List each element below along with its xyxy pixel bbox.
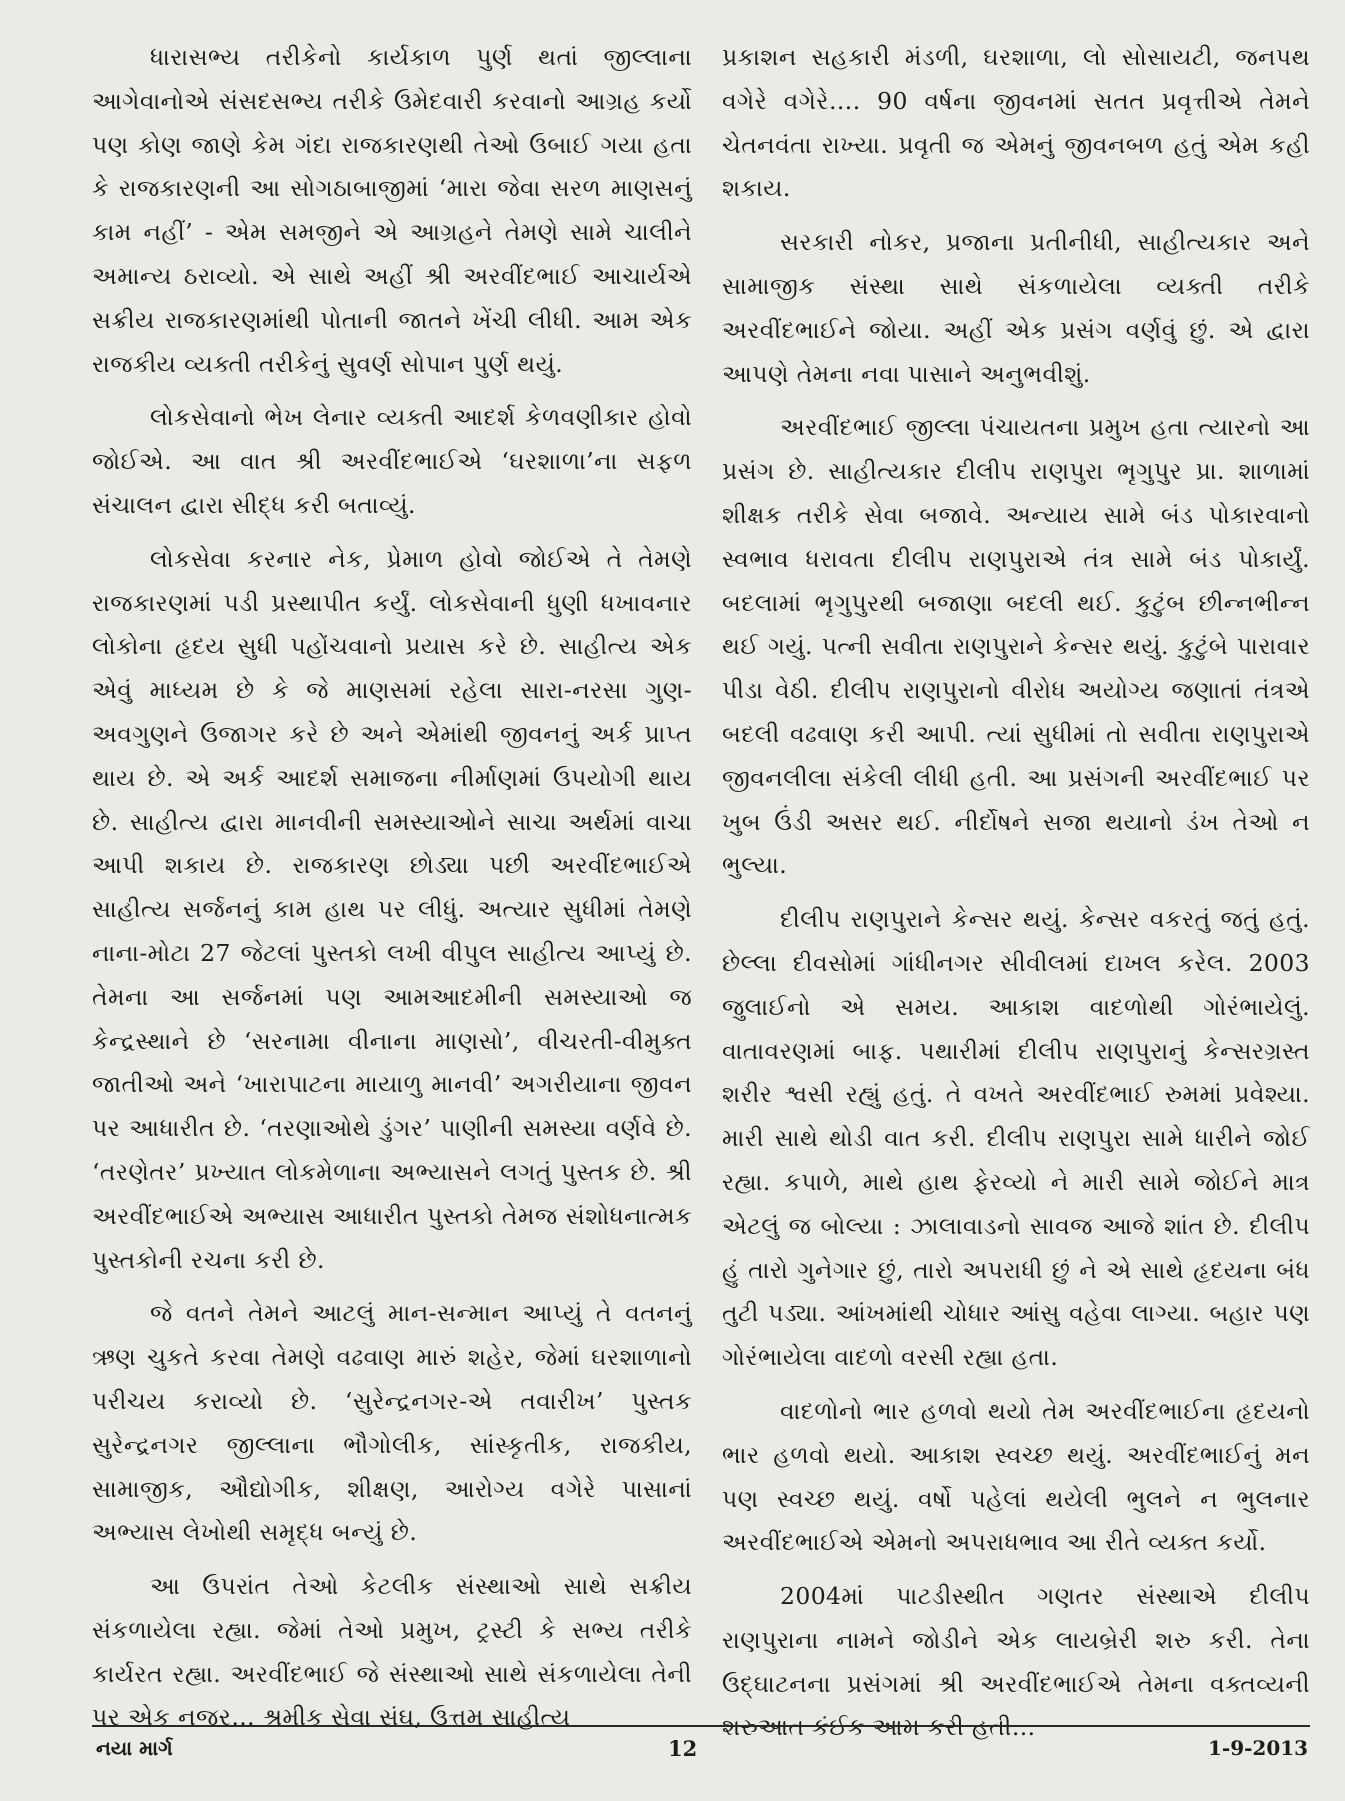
issue-date: 1-9-2013 [1208, 1736, 1309, 1760]
paragraph: પ્રકાશન સહકારી મંડળી, ઘરશાળા, લો સોસાયટી, જનપથ વગેરે વગેરે…. 90 વર્ષના જીવનમાં સતત પ્રવૃત્તીએ તેમને ચેતનવંતા રાખ્યા. પ્રવૃતી જ એમનું જીવનબળ હતું એમ કહી શકાય. [722, 43, 1310, 203]
paragraph: જે વતને તેમને આટલું માન-સન્માન આપ્યું તે વતનનું ઋણ ચુકતે કરવા તેમણે વઢવાણ મારું શહેર, જેમાં ઘરશાળાનો પરીચય કરાવ્યો છે. ‘સુરેન્દ્રનગર-એ તવારીખ’ પુસ્તક સુરેન્દ્રનગર જીલ્લાના ભૌગોલીક, સાંસ્કૃતીક, રાજકીય, સામાજીક, ઔદ્યોગીક, શીક્ષણ, આરોગ્ય વગેરે પાસાનાં અભ્યાસ લેખોથી સમૃદ્ધ બન્યું છે. [92, 1299, 692, 1547]
paragraph: અરવીંદભાઈ જીલ્લા પંચાયતના પ્રમુખ હતા ત્યારનો આ પ્રસંગ છે. સાહીત્યકાર દીલીપ રાણપુરા ભૃગુપુર પ્રા. શાળામાં શીક્ષક તરીકે સેવા બજાવે. અન્યાય સામે બંડ પોકારવાનો સ્વભાવ ધરાવતા દીલીપ રાણપુરાએ તંત્ર સામે બંડ પોકાર્યું. બદલામાં ભૃગુપુરથી બજાણા બદલી થઈ. કુટુંબ છીન્નભીન્ન થઈ ગયું. પત્ની સવીતા રાણપુરાને કેન્સર થયું. કુટુંબે પારાવાર પીડા વેઠી. દીલીપ રાણપુરાનો વીરોધ અયોગ્ય જણાતાં તંત્રએ બદલી વઢવાણ કરી આપી. ત્યાં સુધીમાં તો સવીતા રાણપુરાએ જીવનલીલા સંકેલી લીધી હતી. આ પ્રસંગની અરવીંદભાઈ પર ખુબ ઉંડી અસર થઈ. નીર્દોષને સજા થયાનો ડંખ તેઓ ન ભુલ્યા. [722, 413, 1310, 880]
footer-divider [92, 1725, 1310, 1727]
page-number: 12 [668, 1736, 698, 1761]
publication-name: નયા માર્ગ [96, 1736, 173, 1760]
paragraph: સરકારી નોકર, પ્રજાના પ્રતીનીધી, સાહીત્યકાર અને સામાજીક સંસ્થા સાથે સંકળાયેલા વ્યક્તી તરીકે અરવીંદભાઈને જોયા. અહીં એક પ્રસંગ વર્ણવું છું. એ દ્વારા આપણે તેમના નવા પાસાને અનુભવીશું. [722, 228, 1310, 388]
paragraph: આ ઉપરાંત તેઓ કેટલીક સંસ્થાઓ સાથે સક્રીય સંકળાયેલા રહ્યા. જેમાં તેઓ પ્રમુખ, ટ્રસ્ટી કે સભ્ય તરીકે કાર્યરત રહ્યા. અરવીંદભાઈ જે સંસ્થાઓ સાથે સંકળાયેલા તેની પર એક નજર… શ્રમીક સેવા સંઘ, ઉત્તમ સાહીત્ય [92, 1572, 692, 1732]
right-column [722, 36, 1310, 1760]
paragraph: લોકસેવાનો ભેખ લેનાર વ્યક્તી આદર્શ કેળવણીકાર હોવો જોઈએ. આ વાત શ્રી અરવીંદભાઈએ ‘ઘરશાળા’ના સફળ સંચાલન દ્વારા સીદ્ધ કરી બતાવ્યું. [92, 403, 692, 519]
paragraph: દીલીપ રાણપુરાને કેન્સર થયું. કેન્સર વકરતું જતું હતું. છેલ્લા દીવસોમાં ગાંધીનગર સીવીલમાં દાખલ કરેલ. 2003 જુલાઈનો એ સમય. આકાશ વાદળોથી ગોરંભાયેલું. વાતાવરણમાં બાફ. પથારીમાં દીલીપ રાણપુરાનું કેન્સરગ્રસ્ત શરીર શ્વસી રહ્યું હતું. તે વખતે અરવીંદભાઈ રુમમાં પ્રવેશ્યા. મારી સાથે થોડી વાત કરી. દીલીપ રાણપુરા સામે ધારીને જોઈ રહ્યા. કપાળે, માથે હાથ ફેરવ્યો ને મારી સામે જોઈને માત્ર એટલું જ બોલ્યા : ઝાલાવાડનો સાવજ આજે શાંત છે. દીલીપ હું તારો ગુનેગાર છું, તારો અપરાધી છું ને એ સાથે હૃદયના બંધ તુટી પડ્યા. આંખમાંથી ચોધાર આંસુ વહેવા લાગ્યા. બહાર પણ ગોરંભાયેલા વાદળો વરસી રહ્યા હતા. [722, 905, 1310, 1372]
paragraph: 2004માં પાટડીસ્થીત ગણતર સંસ્થાએ દીલીપ રાણપુરાના નામને જોડીને એક લાયબ્રેરી શરુ કરી. તેના ઉદ્ઘાટનના પ્રસંગમાં શ્રી અરવીંદભાઈએ તેમના વક્તવ્યની શરુઆત કંઈક આમ કરી હતી… [722, 1582, 1310, 1742]
paragraph: વાદળોનો ભાર હળવો થયો તેમ અરવીંદભાઈના હૃદયનો ભાર હળવો થયો. આકાશ સ્વચ્છ થયું. અરવીંદભાઈનું મન પણ સ્વચ્છ થયું. વર્ષો પહેલાં થયેલી ભુલને ન ભુલનાર અરવીંદભાઈએ એમનો અપરાધભાવ આ રીતે વ્યક્ત કર્યો. [722, 1396, 1310, 1557]
left-column [92, 36, 692, 1750]
paragraph: લોકસેવા કરનાર નેક, પ્રેમાળ હોવો જોઈએ તે તેમણે રાજકારણમાં પડી પ્રસ્થાપીત કર્યું. લોકસેવાની ધુણી ધખાવનાર લોકોના હૃદય સુધી પહોંચવાનો પ્રયાસ કરે છે. સાહીત્ય એક એવું માધ્યમ છે કે જે માણસમાં રહેલા સારા-નરસા ગુણ-અવગુણને ઉજાગર કરે છે અને એમાંથી જીવનનું અર્ક પ્રાપ્ત થાય છે. એ અર્ક આદર્શ સમાજના નીર્માણમાં ઉપયોગી થાય છે. સાહીત્ય દ્વારા માનવીની સમસ્યાઓને સાચા અર્થમાં વાચા આપી શકાય છે. રાજકારણ છોડ્યા પછી અરવીંદભાઈએ સાહીત્ય સર્જનનું કામ હાથ પર લીધું. અત્યાર સુધીમાં તેમણે નાના-મોટા 27 જેટલાં પુસ્તકો લખી વીપુલ સાહીત્ય આપ્યું છે. તેમના આ સર્જનમાં પણ આમઆદમીની સમસ્યાઓ જ કેન્દ્રસ્થાને છે ‘સરનામા વીનાના માણસો’, વીચરતી-વીમુક્ત જાતીઓ અને ‘ખારાપાટના માયાળુ માનવી’ અગરીયાના જીવન પર આધારીત છે. ‘તરણાઓથે ડુંગર’ પાણીની સમસ્યા વર્ણવે છે. ‘તરણેતર’ પ્રખ્યાત લોકમેળાના અભ્યાસને લગતું પુસ્તક છે. શ્રી અરવીંદભાઈએ અભ્યાસ આધારીત પુસ્તકો તેમજ સંશોધનાત્મક પુસ્તકોની રચના કરી છે. [92, 544, 692, 1274]
paragraph: ધારાસભ્ય તરીકેનો કાર્યકાળ પુર્ણ થતાં જીલ્લાના આગેવાનોએ સંસદસભ્ય તરીકે ઉમેદવારી કરવાનો આગ્રહ કર્યો પણ કોણ જાણે કેમ ગંદા રાજકારણથી તેઓ ઉબાઈ ગયા હતા કે રાજકારણની આ સોગઠાબાજીમાં ‘મારા જેવા સરળ માણસનું કામ નહીં’ - એમ સમજીને એ આગ્રહને તેમણે સામે ચાલીને અમાન્ય ઠરાવ્યો. એ સાથે અહીં શ્રી અરવીંદભાઈ આચાર્યએ સક્રીય રાજકારણમાંથી પોતાની જાતને ખેંચી લીધી. આમ એક રાજકીય વ્યક્તી તરીકેનું સુવર્ણ સોપાન પુર્ણ થયું. [92, 43, 692, 378]
